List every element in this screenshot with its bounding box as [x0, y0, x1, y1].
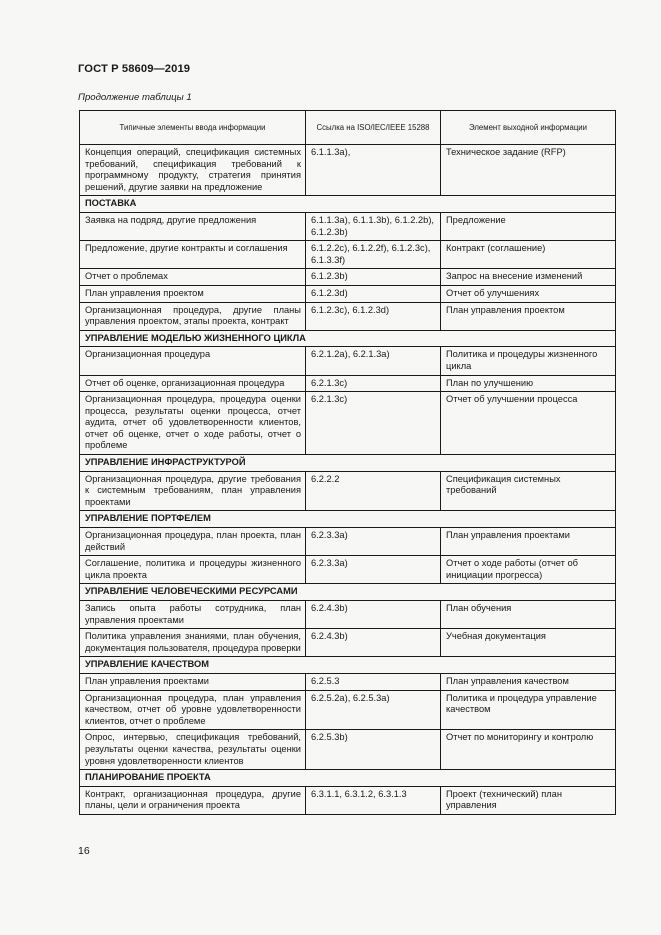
- header-input-elements: Типичные элементы ввода информации: [80, 111, 306, 145]
- output-element-cell: Отчет об улучшении процесса: [441, 392, 616, 455]
- table-caption: Продолжение таблицы 1: [78, 92, 192, 103]
- output-element-cell: Политика и процедура управление качеством: [441, 690, 616, 730]
- page-number: 16: [78, 845, 90, 857]
- header-standard-reference: Ссылка на ISO/IEC/IEEE 15288: [306, 111, 441, 145]
- table-row: [80, 375, 616, 392]
- input-elements-cell: Опрос, интервью, спецификация требований, результаты оценки качества, результаты оценки уровня удовлетворенности клиентов: [80, 730, 306, 770]
- section-heading: ПЛАНИРОВАНИЕ ПРОЕКТА: [80, 770, 616, 787]
- table-row: [80, 528, 616, 556]
- section-heading: УПРАВЛЕНИЕ КАЧЕСТВОМ: [80, 657, 616, 674]
- standard-reference-cell: 6.2.5.3b): [306, 730, 441, 770]
- output-element-cell: План управления проектом: [441, 302, 616, 330]
- input-elements-cell: Организационная процедура, другие требования к системным требованиям, план управления проектами: [80, 471, 306, 511]
- section-row: [80, 584, 616, 601]
- table-row: [80, 392, 616, 455]
- table-row: [80, 285, 616, 302]
- input-elements-cell: Организационная процедура: [80, 347, 306, 375]
- output-element-cell: Политика и процедуры жизненного цикла: [441, 347, 616, 375]
- output-element-cell: Проект (технический) план управления: [441, 786, 616, 814]
- output-element-cell: Предложение: [441, 212, 616, 240]
- standard-reference-cell: 6.2.5.3: [306, 673, 441, 690]
- input-elements-cell: Отчет о проблемах: [80, 269, 306, 286]
- output-element-cell: Отчет о ходе работы (отчет об инициации прогресса): [441, 556, 616, 584]
- standard-reference-cell: 6.2.3.3a): [306, 556, 441, 584]
- input-elements-cell: Соглашение, политика и процедуры жизненного цикла проекта: [80, 556, 306, 584]
- output-element-cell: План управления проектами: [441, 528, 616, 556]
- input-elements-cell: Политика управления знаниями, план обучения, документация пользователя, процедура проверки: [80, 629, 306, 657]
- standard-reference-cell: 6.2.2.2: [306, 471, 441, 511]
- section-heading: ПОСТАВКА: [80, 196, 616, 213]
- standard-reference-cell: 6.2.5.2a), 6.2.5.3a): [306, 690, 441, 730]
- input-elements-cell: План управления проектом: [80, 285, 306, 302]
- input-elements-cell: Организационная процедура, другие планы управления проектом, этапы проекта, контракт: [80, 302, 306, 330]
- input-elements-cell: Запись опыта работы сотрудника, план управления проектами: [80, 601, 306, 629]
- output-element-cell: Контракт (соглашение): [441, 241, 616, 269]
- table-row: [80, 302, 616, 330]
- header-output-element: Элемент выходной информации: [441, 111, 616, 145]
- input-elements-cell: Организационная процедура, процедура оценки процесса, результаты оценки процесса, отчет аудита, отчет об удовлетворенности клиентов, отчет об оценке, отчет о ходе работы, отчет о проблеме: [80, 392, 306, 455]
- output-element-cell: План обучения: [441, 601, 616, 629]
- table-row: [80, 212, 616, 240]
- input-elements-cell: Заявка на подряд, другие предложения: [80, 212, 306, 240]
- standard-reference-cell: 6.2.4.3b): [306, 601, 441, 629]
- section-heading: УПРАВЛЕНИЕ ИНФРАСТРУКТУРОЙ: [80, 455, 616, 472]
- section-row: [80, 770, 616, 787]
- input-elements-cell: Отчет об оценке, организационная процедура: [80, 375, 306, 392]
- standard-reference-cell: 6.2.1.3c): [306, 375, 441, 392]
- table-row: [80, 629, 616, 657]
- standard-reference-cell: 6.1.2.3d): [306, 285, 441, 302]
- table-row: [80, 145, 616, 196]
- output-element-cell: Спецификация системных требований: [441, 471, 616, 511]
- output-element-cell: Техническое задание (RFP): [441, 145, 616, 196]
- document-header: ГОСТ Р 58609—2019: [78, 63, 191, 75]
- standard-reference-cell: 6.1.1.3a),: [306, 145, 441, 196]
- input-elements-cell: Предложение, другие контракты и соглашения: [80, 241, 306, 269]
- input-elements-cell: Организационная процедура, план управления качеством, отчет об уровне удовлетворенности клиентов, отчет о проблеме: [80, 690, 306, 730]
- table-row: [80, 471, 616, 511]
- table-row: [80, 673, 616, 690]
- requirements-table: [79, 110, 616, 815]
- input-elements-cell: Контракт, организационная процедура, другие планы, цели и ограничения проекта: [80, 786, 306, 814]
- table-header-row: [80, 111, 616, 145]
- table-row: [80, 601, 616, 629]
- standard-reference-cell: 6.2.1.2a), 6.2.1.3a): [306, 347, 441, 375]
- table-row: [80, 347, 616, 375]
- output-element-cell: Отчет по мониторингу и контролю: [441, 730, 616, 770]
- standard-reference-cell: 6.1.2.2c), 6.1.2.2f), 6.1.2.3c), 6.1.3.3f): [306, 241, 441, 269]
- standard-reference-cell: 6.2.1.3c): [306, 392, 441, 455]
- section-row: [80, 330, 616, 347]
- output-element-cell: Учебная документация: [441, 629, 616, 657]
- output-element-cell: План управления качеством: [441, 673, 616, 690]
- output-element-cell: План по улучшению: [441, 375, 616, 392]
- section-row: [80, 511, 616, 528]
- output-element-cell: Запрос на внесение изменений: [441, 269, 616, 286]
- standard-reference-cell: 6.1.2.3b): [306, 269, 441, 286]
- standard-reference-cell: 6.1.2.3c), 6.1.2.3d): [306, 302, 441, 330]
- section-heading: УПРАВЛЕНИЕ МОДЕЛЬЮ ЖИЗНЕННОГО ЦИКЛА: [80, 330, 616, 347]
- standard-reference-cell: 6.1.1.3a), 6.1.1.3b), 6.1.2.2b), 6.1.2.3b): [306, 212, 441, 240]
- table-row: [80, 730, 616, 770]
- input-elements-cell: Концепция операций, спецификация системных требований, спецификация требований к программному продукту, стратегия принятия решений, другие заявки на предложение: [80, 145, 306, 196]
- table-row: [80, 786, 616, 814]
- section-row: [80, 196, 616, 213]
- input-elements-cell: Организационная процедура, план проекта, план действий: [80, 528, 306, 556]
- table-row: [80, 556, 616, 584]
- table-row: [80, 241, 616, 269]
- section-row: [80, 657, 616, 674]
- standard-reference-cell: 6.2.3.3a): [306, 528, 441, 556]
- table-row: [80, 269, 616, 286]
- standard-reference-cell: 6.3.1.1, 6.3.1.2, 6.3.1.3: [306, 786, 441, 814]
- table-row: [80, 690, 616, 730]
- section-row: [80, 455, 616, 472]
- standard-reference-cell: 6.2.4.3b): [306, 629, 441, 657]
- section-heading: УПРАВЛЕНИЕ ЧЕЛОВЕЧЕСКИМИ РЕСУРСАМИ: [80, 584, 616, 601]
- output-element-cell: Отчет об улучшениях: [441, 285, 616, 302]
- section-heading: УПРАВЛЕНИЕ ПОРТФЕЛЕМ: [80, 511, 616, 528]
- input-elements-cell: План управления проектами: [80, 673, 306, 690]
